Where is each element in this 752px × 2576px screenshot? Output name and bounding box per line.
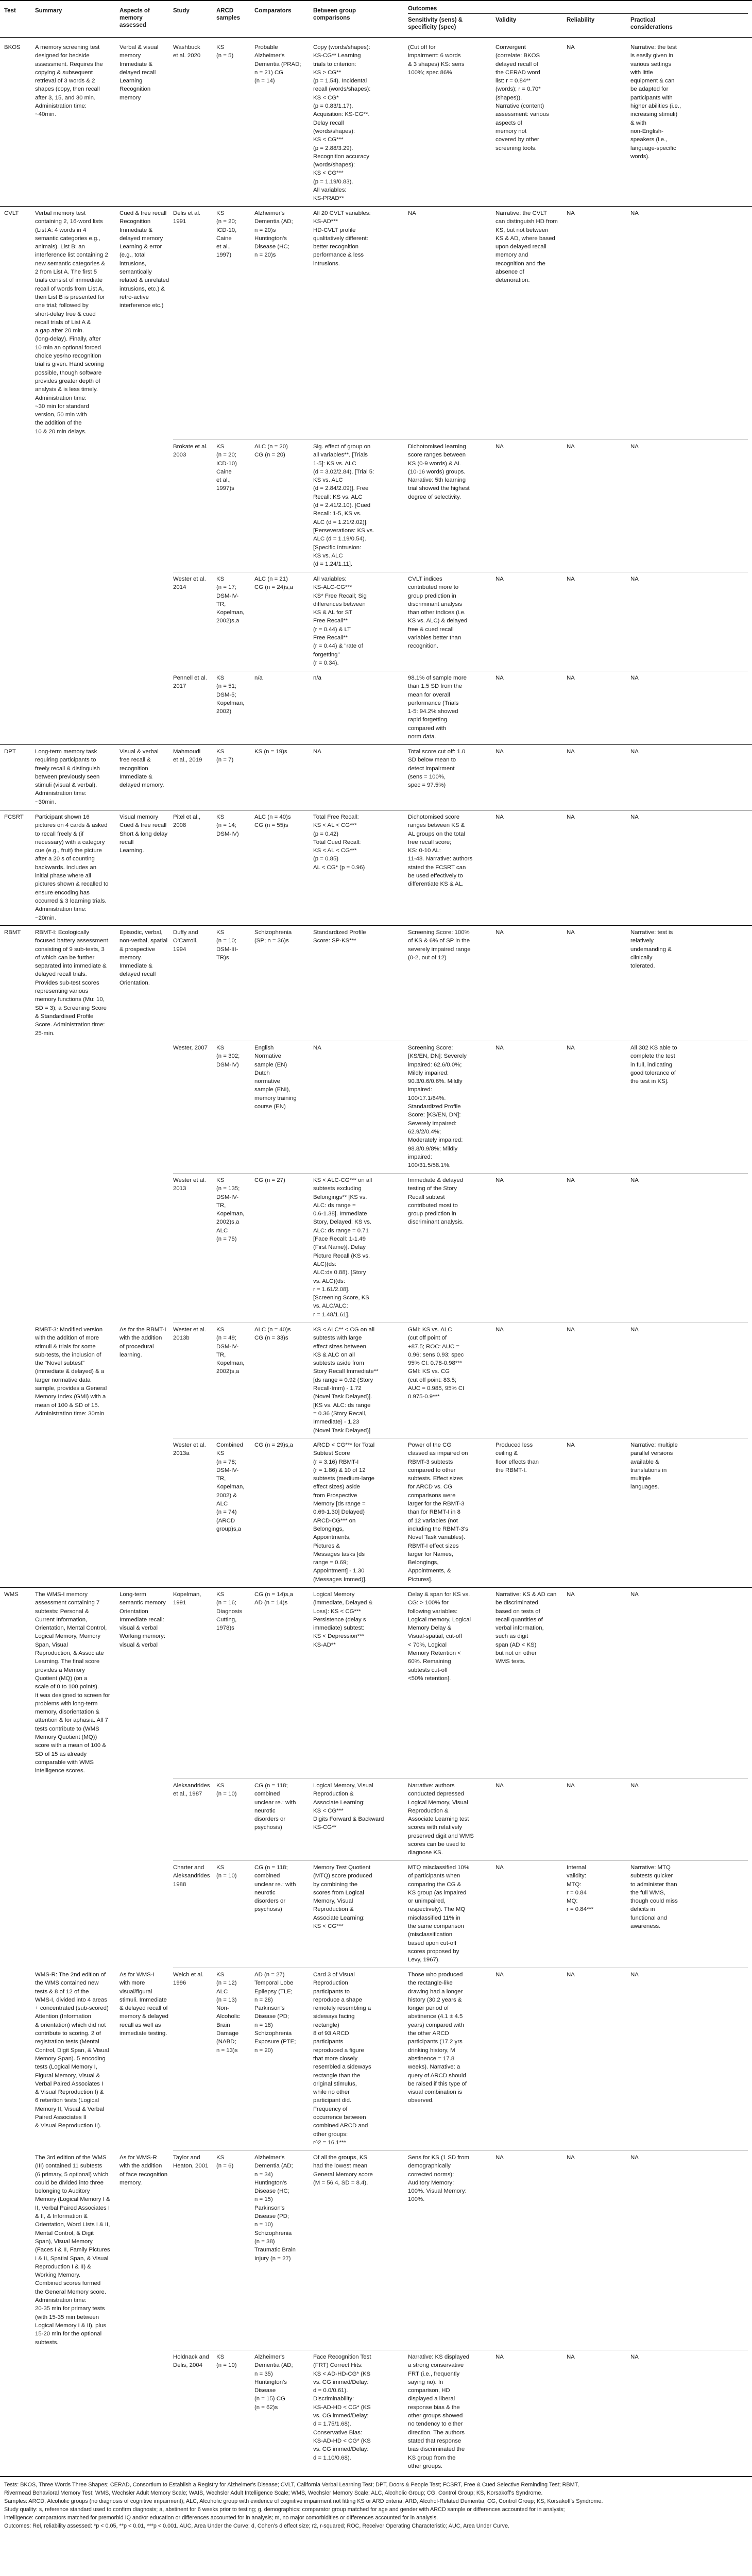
cell-study: Taylor and Heaton, 2001: [173, 2155, 209, 2170]
cell-validity: NA: [495, 444, 504, 450]
cell-study: Kopelman, 1991: [173, 1591, 201, 1606]
cell-arcd: KS (n = 5): [216, 44, 234, 59]
cell-between: n/a: [313, 675, 321, 681]
cell-study: Duffy and O'Carroll, 1994: [173, 929, 198, 953]
cell-arcd: KS (n = 10): [216, 1865, 237, 1879]
cell-comparators: Alzheimer's Dementia (AD; n = 35) Huntington's Disease (n = 15) CG (n = 62)s: [254, 2354, 293, 2411]
cell-test: [4, 1441, 32, 1588]
cell-summary: RMBT-3: Modified version with the addition of more stimuli & trials for some sub-tests, the inclusion of the "Novel subtest" (immediate & delayed) & a larger normative data sample, provides a General Memory Index (GMI) with a mean of 100 & SD of 15. Administration time: 30min: [35, 1327, 107, 1417]
cell-between: Memory Test Quotient (MTQ) score produced by combining the scores from Logical Memory, Visual Reproduction & Associate Learning: KS < CG***: [313, 1865, 372, 1930]
cell-validity: NA: [495, 1972, 504, 1978]
cell-practical: NA: [630, 1177, 639, 1183]
cell-reliability: NA: [567, 814, 575, 820]
cell-between: Card 3 of Visual Reproduction participants to reproduce a shape remotely resembling a sideways facing rectangle) 8 of 93 ARCD participants reproduced a figure that more closely resembled a sideways rectangle than the original stimulus, while no other participant did. Frequency of occurrence between combined ARCD and other groups: r^2 = 16.1***: [313, 1972, 371, 2146]
cell-sensitivity: Delay & span for KS vs. CG: > 100% for following variables: Logical memory, Logical Memory Delay & Visual-spatial, cut-off < 70%, Logical Memory Retention < 60%. Remaining subtests cut-off <50% retention].: [408, 1591, 471, 1682]
cell-test: RBMT: [4, 929, 21, 936]
cell-practical: NA: [630, 2354, 639, 2360]
cell-study: Delis et al. 1991: [173, 210, 201, 225]
cell-test: [4, 1971, 32, 2151]
cell-validity: NA: [495, 2354, 504, 2360]
cell-comparators: Schizophrenia (SP; n = 36)s: [254, 929, 292, 944]
cell-arcd: KS (n = 10): [216, 2354, 237, 2369]
cell-aspects: [119, 575, 171, 672]
cell-reliability: NA: [567, 1177, 575, 1183]
cell-validity: NA: [495, 814, 504, 820]
cell-practical: NA: [630, 1783, 639, 1789]
cell-arcd: KS (n = 49; DSM-IV- TR, Kopelman, 2002)s,a: [216, 1327, 245, 1375]
cell-between: KS < ALC** < CG on all subtests with large effect sizes between KS & ALC on all subtests aside from Story Recall Immediate** [ds range = 0.92 (Story Recall-Imm) - 1.72 (Novel Task Delayed)]. [KS vs. ALC: ds range = 0.36 (Story Recall, Immediate) - 1.23 (Novel Task Delayed)]: [313, 1327, 379, 1434]
cell-arcd: KS (n = 302; DSM-IV): [216, 1045, 240, 1068]
cell-practical: All 302 KS able to complete the test in full, indicating good tolerance of the test in KS].: [630, 1045, 677, 1085]
cell-sensitivity: CVLT indices contributed more to group prediction in discriminant analysis than other indices (i.e. KS vs. ALC) & delayed free & cued recall variables better than recognition.: [408, 576, 468, 650]
cell-comparators: ALC (n = 40)s CG (n = 55)s: [254, 814, 291, 829]
cell-comparators: Probable Alzheimer's Dementia (PRAD; n = 21) CG (n = 14): [254, 44, 301, 84]
cell-aspects: Visual memory Cued & free recall Short & long delay recall Learning.: [119, 814, 168, 854]
header-outcomes: Outcomes: [408, 6, 437, 12]
cell-comparators: Alzheimer's Dementia (AD; n = 20)s Huntington's Disease (HC; n = 20)s: [254, 210, 293, 259]
cell-test: [4, 443, 32, 573]
cell-test: [4, 1326, 32, 1439]
cell-sensitivity: MTQ misclassified 10% of participants when comparing the CG & KS group (as impaired or unimpaired, respectively). The MQ misclassified 11% in the same comparison (misclassification based upon cut-off scores proposed by Levy, 1967).: [408, 1865, 469, 1963]
cell-summary: [35, 443, 117, 573]
cell-arcd: Combined KS (n = 78; DSM-IV- TR, Kopelman, 2002) & ALC (n = 74) (ARCD group)s,a: [216, 1442, 245, 1532]
cell-reliability: NA: [567, 1783, 575, 1789]
cell-test: [4, 575, 32, 672]
cell-validity: NA: [495, 576, 504, 582]
cell-practical: Narrative: multiple parallel versions available & translations in multiple languages.: [630, 1442, 678, 1490]
cell-aspects: [119, 2353, 171, 2475]
cell-test: WMS: [4, 1591, 19, 1598]
cell-validity: NA: [495, 1177, 504, 1183]
cell-aspects: As for the RBMT-I with the addition of procedural learning.: [119, 1327, 166, 1358]
cell-study: Wester et al. 2013: [173, 1177, 206, 1192]
cell-between: All variables: KS-ALC-CG*** KS* Free Recall; Sig differences between KS & AL for ST Free Recall** (r = 0.44) & LT Free Recall** (r = 0.44) & "rate of forgetting" (r = 0.34).: [313, 576, 367, 666]
cell-comparators: CG (n = 27): [254, 1177, 285, 1183]
cell-practical: NA: [630, 1972, 639, 1978]
cell-sensitivity: GMI: KS vs. ALC (cut off point of +87.5; ROC: AUC = 0.96; sens 0.93; spec 95% CI: 0.78-0.98*** GMI: KS vs. CG (cut off point: 83.5; AUC = 0.985, 95% CI 0.975-0.9***: [408, 1327, 465, 1400]
cell-arcd: KS (n = 10; DSM-III- TR)s: [216, 929, 238, 961]
cell-sensitivity: Dichotomised score ranges between KS & AL groups on the total free recall score; KS: 0-10 AL: 11-48. Narrative: authors stated the FCSRT can be used effectively to differentiate KS & AL.: [408, 814, 473, 888]
cell-validity: NA: [495, 675, 504, 681]
cell-aspects: As for WMS-R with the addition of face recognition memory.: [119, 2155, 168, 2186]
cell-study: Charter and Aleksandrides 1988: [173, 1865, 210, 1888]
header-reliability: Reliability: [567, 17, 595, 23]
cell-summary: The 3rd edition of the WMS (III) contained 11 subtests (6 primary, 5 optional) which could be divided into three belonging to Auditory Memory (Logical Memory I & II, Verbal Paired Associates I & II, & Information & Orientation, Word Lists I & II, Mental Control, & Digit Span), Visual Memory (Faces I & II, Family Pictures I & II, Spatial Span, & Visual Reproduction I & II) & Working Memory. Combined scores formed the General Memory score. Administration time: 20-35 min for primary tests (with 15-35 min between Logical Memory I & II), plus 15-20 min for the optional subtests.: [35, 2155, 110, 2346]
cell-test: FCSRT: [4, 814, 24, 820]
cell-summary: [35, 1863, 117, 1969]
cell-arcd: KS (n = 135; DSM-IV- TR, Kopelman, 2002)s,a ALC (n = 75): [216, 1177, 245, 1243]
cell-between: Face Recognition Test (FRT) Correct Hits: KS < AD-HD-CG* (KS vs. CG immed/Delay: d = 0.0/0.61). Discriminability: KS-AD-HD < CG* (KS vs. CG immed/Delay: d = 1.75/1.68). Conservative Bias: KS-AD-HD < CG* (KS vs. CG immed/Delay: d = 1.10/0.68).: [313, 2354, 371, 2461]
cell-aspects: [119, 1863, 171, 1969]
cell-reliability: NA: [567, 1442, 575, 1448]
row-divider: [173, 439, 748, 440]
cell-summary: [35, 674, 117, 745]
cell-aspects: Verbal & visual memory Immediate & delayed recall Learning Recognition memory: [119, 44, 159, 101]
cell-aspects: Episodic, verbal, non-verbal, spatial & prospective memory. Immediate & delayed recall Orientation.: [119, 929, 168, 986]
cell-arcd: KS (n = 14; DSM-IV): [216, 814, 239, 837]
cell-reliability: NA: [567, 1972, 575, 1978]
cell-validity: NA: [495, 749, 504, 755]
cell-summary: [35, 2353, 117, 2475]
cell-summary: Verbal memory test containing 2, 16-word lists (List A: 4 words in 4 semantic categories e.g., animals). List B: an interference list containing 2 new semantic categories & 2 from List A. The first 5 trials consist of immediate recall of words from List A, then List B is presented for one trial; followed by short-delay free & cued recall trials of List A & a gap after 20 min. (long-delay). Finally, after 10 min an optional forced choice yes/no recognition trial is given. Hand scoring possible, though software provides greater depth of analysis & is less timely. Administration time: ~30 min for standard version, 50 min with the addition of the 10 & 20 min delays.: [35, 210, 108, 435]
outcomes-underline: [408, 13, 748, 14]
cell-between: Logical Memory, Visual Reproduction & Associate Learning: KS < CG*** Digits Forward & Backward KS-CG**: [313, 1783, 384, 1831]
cell-validity: NA: [495, 2155, 504, 2161]
cell-reliability: NA: [567, 2155, 575, 2161]
cell-sensitivity: 98.1% of sample more than 1.5 SD from the mean for overall performance (Trials 1-5: 94.2% showed rapid forgetting compared with norm data.: [408, 675, 467, 740]
cell-validity: Produced less ceiling & floor effects than the RBMT-I.: [495, 1442, 539, 1473]
cell-sensitivity: (Cut off for impairment: 6 words & 3 shapes) KS: sens 100%; spec 86%: [408, 44, 465, 76]
cell-aspects: Visual & verbal free recall & recognition Immediate & delayed memory.: [119, 749, 164, 789]
cell-sensitivity: Narrative: KS displayed a strong conservative FRT (i.e., frequently saying no). In comparison, HD displayed a liberal response bias & the other groups showed no tendency to either direction. The authors stated that response bias discriminated the KS group from the other groups.: [408, 2354, 470, 2469]
cell-arcd: KS (n = 12) ALC (n = 13) Non- Alcoholic Brain Damage (NABD; n = 13)s: [216, 1972, 240, 2054]
cell-practical: Narrative: the test is easily given in various settings with little equipment & can be adapted for participants with higher abilities (i.e., increasing stimuli) & with non-English- speakers (i.e., language-specific words).: [630, 44, 681, 160]
cell-between: Of all the groups, KS had the lowest mean General Memory score (M = 56.4, SD = 8.4).: [313, 2155, 373, 2186]
cell-arcd: KS (n = 10): [216, 1783, 237, 1798]
row-divider: [173, 1860, 748, 1861]
footnote-quality-cont: intelligence: comparators matched for premorbid IQ and/or education or differences accounted for in analysis; m, no major comorbidities or differences accounted for in analysis.: [4, 2515, 438, 2521]
cell-aspects: [119, 1044, 171, 1174]
cell-summary: RBMT-I: Ecologically focused battery assessment consisting of 9 sub-tests, 3 of which can be further separated into immediate & delayed recall trials. Provides sub-test scores representing various memory functions (Mu: 10, SD = 3); a Screening Score & Standardised Profile Score. Administration time: 25-min.: [35, 929, 108, 1037]
table-header: [0, 0, 752, 38]
cell-practical: NA: [630, 1327, 639, 1333]
cell-summary: [35, 1441, 117, 1588]
cell-study: Pennell et al. 2017: [173, 675, 207, 690]
cell-between: Sig. effect of group on all variables**. [Trials 1-5]: KS vs. ALC (d = 3.02/2.84). [Trial 5: KS vs. ALC (d = 2.84/2.09)]. Free Recall: KS vs. ALC (d = 2.41/2.10). [Cued Recall: 1-5, KS vs. ALC (d = 1.21/2.02)]. [Perseverations: KS vs. ALC (d = 1.19/0.54). [Specific Intrusion: KS vs. ALC (d = 1.24/1.11].: [313, 444, 374, 568]
cell-test: CVLT: [4, 210, 19, 216]
cell-comparators: KS (n = 19)s: [254, 749, 287, 755]
header-sensitivity: Sensitivity (sens) & specificity (spec): [408, 17, 463, 30]
cell-study: Wester et al. 2013b: [173, 1327, 206, 1342]
cell-aspects: As for WMS-I with more visual/figural stimuli. Immediate & delayed recall of memory & delayed recall as well as immediate testing.: [119, 1972, 168, 2037]
cell-test: [4, 1044, 32, 1174]
cell-reliability: NA: [567, 2354, 575, 2360]
row-divider: [173, 1778, 748, 1779]
cell-study: Holdnack and Delis, 2004: [173, 2354, 209, 2369]
footnote-quality: Study quality: s, reference standard used to confirm diagnosis; a, abstinent for 6 weeks prior to testing; g, demographics: comparator group matched for age and gender with ARCD sample or differences accounted for in analysis;: [4, 2506, 565, 2513]
cell-test: [4, 674, 32, 745]
cell-between: Copy (words/shapes): KS-CG** Learning trials to criterion: KS > CG** (p = 1.54). Incidental recall (words/shapes): KS < CG* (p = 0.83/1.17). Acquisition: KS-CG**. Delay recall (words/shapes): KS < CG*** (p = 2.88/3.29). Recognition accuracy (words/shapes): KS < CG*** (p = 1.19/0.83). All variables: KS-PRAD**: [313, 44, 371, 202]
header-arcd: ARCD samples: [216, 8, 241, 21]
cell-sensitivity: Narrative: authors conducted depressed Logical Memory, Visual Reproduction & Associate Learning test scores with relatively preserved digit and WMS scores can be used to diagnose KS.: [408, 1783, 474, 1856]
cell-test: BKOS: [4, 44, 21, 50]
cell-study: Brokate et al. 2003: [173, 444, 208, 459]
cell-validity: Narrative: KS & AD can be discriminated based on tests of recall quantities of verbal information, such as digit span (AD < KS) but not on other WMS tests.: [495, 1591, 557, 1665]
cell-sensitivity: Total score cut off: 1.0 SD below mean to detect impairment (sens = 100%, spec = 97.5%): [408, 749, 466, 789]
cell-reliability: NA: [567, 210, 575, 216]
cell-between: NA: [313, 1045, 321, 1051]
group-divider: [0, 744, 752, 745]
group-divider: [0, 206, 752, 207]
cell-arcd: KS (n = 6): [216, 2155, 234, 2170]
cell-between: Logical Memory (immediate, Delayed & Loss): KS < CG*** Persistence (delay s immediate) subtest: KS < Depression*** KS-AD**: [313, 1591, 373, 1648]
cell-comparators: CG (n = 29)s,a: [254, 1442, 294, 1448]
cell-practical: Narrative: test is relatively undemanding & clinically tolerated.: [630, 929, 673, 970]
cell-comparators: ALC (n = 40)s CG (n = 33)s: [254, 1327, 291, 1342]
row-divider: [173, 2150, 748, 2151]
cell-study: Mahmoudi et al., 2019: [173, 749, 202, 764]
header-aspects: Aspects of memory assessed: [119, 8, 150, 28]
cell-comparators: ALC (n = 21) CG (n = 24)s,a: [254, 576, 294, 591]
cell-between: NA: [313, 749, 321, 755]
cell-sensitivity: Those who produced the rectangle-like drawing had a longer history (30.2 years & longer period of abstinence (4.1 ± 4.5 years) compared with the other ARCD participants (17.2 yrs drinking history, M abstinence = 17.8 weeks). Narrative: a query of ARCD should be raised if this type of visual combination is observed.: [408, 1972, 467, 2104]
cell-reliability: NA: [567, 1327, 575, 1333]
cell-reliability: NA: [567, 444, 575, 450]
row-divider: [173, 1173, 748, 1174]
cell-validity: NA: [495, 929, 504, 936]
cell-reliability: NA: [567, 749, 575, 755]
cell-reliability: NA: [567, 675, 575, 681]
cell-comparators: n/a: [254, 675, 263, 681]
cell-comparators: CG (n = 118; combined unclear re.: with neurotic disorders or psychosis): [254, 1783, 296, 1831]
cell-aspects: [119, 443, 171, 573]
cell-test: [4, 2353, 32, 2475]
cell-summary: The WMS-I memory assessment containing 7 subtests: Personal & Current Information, Orientation, Mental Control, Logical Memory, Memory Span, Visual Reproduction, & Associate Learning. The final score provides a Memory Quotient (MQ) (on a scale of 0 to 100 points). It was designed to screen for problems with long-term memory, disorientation & attention & for aphasia. All 7 tests contribute to (WMS Memory Quotient (MQ)) score with a mean of 100 & SD of 15 as already comparable with WMS intelligence scores.: [35, 1591, 110, 1774]
cell-test: [4, 2154, 32, 2351]
cell-aspects: [119, 1441, 171, 1588]
footnote-samples: Samples: ARCD, Alcoholic groups (no diagnosis of cognitive impairment); ALC, Alcoholic group with evidence of cognitive impairment not fitting KS or ARD criteria; ARD, Alcohol-Related Dementia; CG, Control Group; KS, Korsakoff's Syndrome.: [4, 2498, 603, 2504]
cell-study: Wester et al. 2013a: [173, 1442, 206, 1457]
cell-study: Pitel et al., 2008: [173, 814, 201, 829]
cell-comparators: Alzheimer's Dementia (AD; n = 34) Huntington's Disease (HC; n = 15) Parkinson's Disease (PD; n = 10) Schizophrenia (n = 38) Traumatic Brain Injury (n = 27): [254, 2155, 296, 2262]
group-divider: [0, 1587, 752, 1588]
cell-summary: Long-term memory task requiring participants to freely recall & distinguish between previously seen stimuli (visual & verbal). Administration time: ~30min.: [35, 749, 100, 805]
cell-validity: NA: [495, 1783, 504, 1789]
cell-summary: [35, 575, 117, 672]
cell-comparators: CG (n = 14)s,a AD (n = 14)s: [254, 1591, 294, 1606]
cell-practical: NA: [630, 444, 639, 450]
cell-comparators: AD (n = 27) Temporal Lobe Epilepsy (TLE; n = 28) Parkinson's Disease (PD; n = 18) Schizophrenia Exposure (PTE; n = 20): [254, 1972, 296, 2054]
header-between: Between group comparisons: [313, 8, 356, 21]
cell-reliability: Internal validity: MTQ: r = 0.84 MQ: r = 0.84***: [567, 1865, 594, 1913]
cell-aspects: [119, 1176, 171, 1324]
cell-summary: [35, 1176, 117, 1324]
cell-arcd: KS (n = 20; ICD-10) Caine et al., 1997)s: [216, 444, 237, 492]
footnote-outcomes: Outcomes: Rel, reliability assessed: *p < 0.05, **p < 0.01, ***p < 0.001. AUC, Area Under the Curve; d, Cohen's d effect size; r2, r-squared; ROC, Receiver Operating Characteristic; AUC, Area Under Curve.: [4, 2523, 509, 2529]
footnote-tests: Tests: BKOS, Three Words Three Shapes; CERAD, Consortium to Establish a Registry for Alzheimer's Disease; CVLT, California Verbal Learning Test; DPT, Doors & People Test; FCSRT, Free & Cued Selective Reminding Test; RBMT,: [4, 2482, 579, 2488]
cell-practical: NA: [630, 2155, 639, 2161]
header-comparators: Comparators: [254, 8, 292, 14]
cell-summary: Participant shown 16 pictures on 4 cards & asked to recall freely & (if necessary) with a category cue (e.g., fruit) the picture after a 20 s of counting backwards. Includes an initial phase where all pictures shown & recalled to ensure encoding has occurred & 3 learning trials. Administration time: ~20min.: [35, 814, 109, 921]
cell-validity: Narrative: the CVLT can distinguish HD from KS, but not between KS & AD, where based upon delayed recall memory and recognition and the absence of deterioration.: [495, 210, 558, 284]
cell-comparators: ALC (n = 20) CG (n = 20): [254, 444, 288, 459]
cell-study: Welch et al. 1996: [173, 1972, 204, 1987]
cell-test: DPT: [4, 749, 16, 755]
cell-sensitivity: Screening Score: [KS/EN, DN]: Severely impaired: 62.6/0.0%; Mildly impaired: 90.3/0.6/0.6%. Mildly impaired: 100/17.1/64%. Standardized Profile Score: [KS/EN, DN]: Severely impaired: 62.9/2/0.4%; Moderately impaired: 98.8/0.9/8%; Mildly impaired: 100/31.5/58.1%.: [408, 1045, 467, 1169]
cell-sensitivity: Power of the CG classed as impaired on RBMT-3 subtests compared to other subtests. Effect sizes for ARCD vs. CG comparisons were larger for the RBMT-3 than for RBMT-I in 8 of 12 variables (not including the RBMT-3's Novel Task variables). RBMT-I effect sizes larger for Names, Belongings, Appointments, & Pictures].: [408, 1442, 468, 1583]
cell-practical: NA: [630, 210, 639, 216]
cell-summary: A memory screening test designed for bedside assessment. Requires the copying & subsequent retrieval of 3 words & 2 shapes (copy, then recall after 3, 15, and 30 min. Administration time: ~40min.: [35, 44, 103, 118]
cell-aspects: [119, 674, 171, 745]
cell-test: [4, 1782, 32, 1861]
cell-reliability: NA: [567, 576, 575, 582]
cell-sensitivity: Immediate & delayed testing of the Story Recall subtest contributed most to group prediction in discriminant analysis.: [408, 1177, 464, 1226]
cell-study: Washbuck et al. 2020: [173, 44, 201, 59]
cell-sensitivity: Screening Score: 100% of KS & 6% of SP in the severely impaired range (0-2, out of 12): [408, 929, 471, 961]
header-validity: Validity: [495, 17, 517, 23]
header-practical: Practical considerations: [630, 17, 673, 30]
cell-arcd: KS (n = 17; DSM-IV- TR, Kopelman, 2002)s,a: [216, 576, 245, 624]
cell-summary: [35, 1044, 117, 1174]
cell-validity: NA: [495, 1865, 504, 1871]
cell-practical: NA: [630, 814, 639, 820]
cell-arcd: KS (n = 20; ICD-10, Caine et al., 1997): [216, 210, 237, 259]
table-bottom-rule: [0, 2476, 752, 2477]
footnote-tests-cont: Rivermead Behavioral Memory Test; WMS, Wechsler Adult Memory Scale; WAIS, Wechsler Adult Intelligence Scale; WMS, Wechsler Memory Scale; ALC, Alcoholic Group; CG, Control Group; KS, Korsakoff's Syndrome.: [4, 2490, 543, 2496]
cell-validity: NA: [495, 1327, 504, 1333]
cell-between: Standardized Profile Score: SP-KS***: [313, 929, 366, 944]
cell-practical: NA: [630, 1591, 639, 1598]
cell-practical: NA: [630, 749, 639, 755]
cell-validity: Convergent (correlate: BKOS delayed recall of the CERAD word list: r = 0.84** (words); r = 0.70* (shapes)). Narrative (content) assessment: various aspects of memory not covered by other screening tools.: [495, 44, 549, 151]
cell-reliability: NA: [567, 44, 575, 50]
cell-study: Aleksandrides et al., 1987: [173, 1783, 210, 1798]
cell-between: Total Free Recall: KS < AL < CG*** (p = 0.42) Total Cued Recall: KS < AL < CG*** (p = 0.85) AL < CG* (p = 0.96): [313, 814, 365, 871]
cell-practical: Narrative: MTQ subtests quicker to administer than the full WMS, though could miss deficits in functional and awareness.: [630, 1865, 678, 1930]
cell-arcd: KS (n = 51; DSM-5; Kopelman, 2002): [216, 675, 245, 715]
cell-sensitivity: Dichotomised learning score ranges between KS (0-9 words) & AL (10-16 words) groups. Narrative: 5th learning trial showed the highest degree of selectivity.: [408, 444, 470, 500]
cell-summary: [35, 1782, 117, 1861]
cell-study: Wester et al. 2014: [173, 576, 206, 591]
cell-practical: NA: [630, 576, 639, 582]
cell-validity: NA: [495, 1045, 504, 1051]
cell-between: ARCD < CG*** for Total Subtest Score (r = 3.16) RBMT-I (r = 1.86) & 10 of 12 subtests (medium-large effect sizes) aside from Prospective Memory [ds range = 0.69-1.30] Delayed) ARCD-CG*** on Belongings, Appointments, Pictures & Messages tasks [ds range = 0.69; Appointment] - 1.30 (Messages Immed)].: [313, 1442, 375, 1583]
cell-summary: WMS-R: The 2nd edition of the WMS contained new tests & 8 of 12 of the WMS-I, divided into 4 areas + concentrated (sub-scored) Attention (Information & orientation) which did not contribute to scoring. 2 of registration tests (Mental Control, Digit Span, & Visual Memory Span). 5 encoding tests (Logical Memory I, Figural Memory, Visual & Verbal Paired Associates I & Visual Reproduction I) & 6 retention tests (Logical Memory II, Visual & Verbal Paired Associates II & Visual Reproduction II).: [35, 1972, 109, 2129]
cell-arcd: KS (n = 7): [216, 749, 234, 764]
cell-study: Wester, 2007: [173, 1045, 208, 1051]
cell-between: All 20 CVLT variables: KS-AD*** HD-CVLT profile qualitatively different: better recognition performance & less intrusions.: [313, 210, 371, 267]
cell-between: KS < ALC-CG*** on all subtests excluding Belongings** [KS vs. ALC: ds range = 0.6-1.38]. Immediate Story, Delayed: KS vs. ALC: ds range = 0.71 [Face Recall: 1-1.49 (First Name)]. Delay Picture Recall (KS vs. ALC)(ds: ALC:ds 0.88). [Story vs. ALC)(ds: r = 1.61/2.08]. [Screening Score, KS vs. ALC/ALC: r = 1.48/1.61].: [313, 1177, 372, 1318]
cell-aspects: [119, 1782, 171, 1861]
cell-reliability: NA: [567, 1045, 575, 1051]
header-summary: Summary: [35, 8, 62, 14]
header-study: Study: [173, 8, 190, 14]
cell-comparators: CG (n = 118; combined unclear re.: with neurotic disorders or psychosis): [254, 1865, 296, 1913]
group-divider: [0, 925, 752, 926]
cell-practical: NA: [630, 675, 639, 681]
cell-sensitivity: Sens for KS (1 SD from demographically corrected norms): Auditory Memory: 100%. Visual Memory: 100%.: [408, 2155, 470, 2203]
cell-test: [4, 1176, 32, 1324]
cell-aspects: Long-term semantic memory Orientation Immediate recall: visual & verbal Working memory: visual & verbal: [119, 1591, 166, 1648]
cell-test: [4, 1863, 32, 1969]
cell-reliability: NA: [567, 1591, 575, 1598]
cell-arcd: KS (n = 16; Diagnosis Cutting, 1978)s: [216, 1591, 243, 1632]
cell-comparators: English Normative sample (EN) Dutch normative sample (ENI), memory training course (EN): [254, 1045, 297, 1110]
cell-reliability: NA: [567, 929, 575, 936]
header-test: Test: [4, 8, 16, 14]
cell-aspects: Cued & free recall Recognition Immediate & delayed memory Learning & error (e.g., total intrusions, semantically related & unrelated intrusions, etc.) & retro-active interference etc.): [119, 210, 169, 309]
cell-sensitivity: NA: [408, 210, 416, 216]
